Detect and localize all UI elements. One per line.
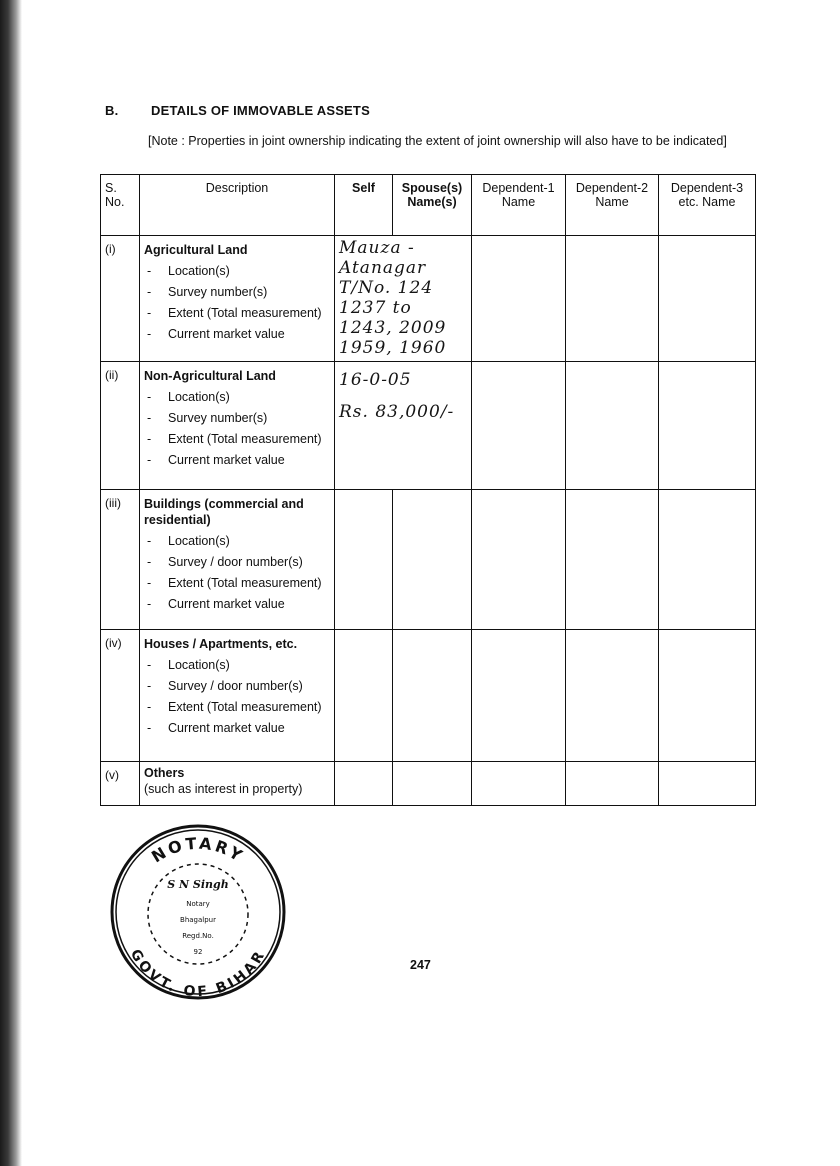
table-row-houses-apartments bbox=[101, 630, 756, 762]
dependent-2-cell bbox=[566, 490, 659, 630]
list-item: - Current market value bbox=[144, 720, 330, 736]
dependent-2-cell bbox=[566, 762, 659, 806]
section-number: B. bbox=[105, 103, 119, 118]
dependent-3-cell bbox=[659, 762, 756, 806]
self-spouse-handwritten-cell bbox=[335, 236, 472, 362]
table-row-buildings bbox=[101, 490, 756, 630]
header-sno: S. No. bbox=[101, 175, 140, 236]
description-cell bbox=[140, 630, 335, 762]
list-item: - Extent (Total measurement) bbox=[144, 431, 330, 447]
handwritten-entry bbox=[339, 370, 454, 422]
handwritten-line: 16-0-05 bbox=[339, 370, 412, 390]
list-item: - Location(s) bbox=[144, 263, 330, 279]
row-title: Others bbox=[144, 766, 185, 780]
ownership-note: [Note : Properties in joint ownership indicating the extent of joint ownership will also have to be indicated] bbox=[148, 134, 727, 148]
dependent-1-cell bbox=[472, 362, 566, 490]
dependent-1-cell bbox=[472, 490, 566, 630]
self-cell bbox=[335, 490, 393, 630]
list-item: - Current market value bbox=[144, 326, 330, 342]
handwritten-entry bbox=[339, 238, 446, 358]
list-item: - Survey number(s) bbox=[144, 410, 330, 426]
seal-name: S N Singh bbox=[167, 878, 229, 891]
spouse-cell bbox=[393, 490, 472, 630]
row-title: Non-Agricultural Land bbox=[144, 369, 276, 383]
handwritten-line: Atanagar bbox=[339, 258, 427, 278]
row-subtitle: (such as interest in property) bbox=[144, 782, 303, 796]
header-self: Self bbox=[335, 175, 393, 236]
header-dependent-3: Dependent-3 etc. Name bbox=[659, 175, 756, 236]
list-item: - Location(s) bbox=[144, 657, 330, 673]
item-list bbox=[144, 389, 330, 468]
spouse-cell bbox=[393, 762, 472, 806]
notary-seal bbox=[108, 822, 288, 1002]
list-item: - Survey number(s) bbox=[144, 284, 330, 300]
section-title: DETAILS OF IMMOVABLE ASSETS bbox=[151, 103, 370, 118]
list-item: - Extent (Total measurement) bbox=[144, 305, 330, 321]
header-row bbox=[101, 175, 756, 236]
dependent-3-cell bbox=[659, 630, 756, 762]
handwritten-line: T/No. 124 bbox=[339, 278, 434, 298]
header-dependent-1: Dependent-1 Name bbox=[472, 175, 566, 236]
list-item: - Extent (Total measurement) bbox=[144, 699, 330, 715]
row-number: (i) bbox=[101, 236, 140, 362]
scan-shadow-edge bbox=[0, 0, 22, 1166]
spouse-cell bbox=[393, 630, 472, 762]
list-item: - Extent (Total measurement) bbox=[144, 575, 330, 591]
list-item: - Survey / door number(s) bbox=[144, 678, 330, 694]
dependent-1-cell bbox=[472, 630, 566, 762]
seal-top-text: NOTARY bbox=[148, 833, 248, 867]
row-title: Buildings (commercial and residential) bbox=[144, 497, 304, 527]
immovable-assets-table bbox=[100, 174, 756, 806]
description-cell bbox=[140, 362, 335, 490]
item-list bbox=[144, 263, 330, 342]
dependent-1-cell bbox=[472, 236, 566, 362]
handwritten-line: 1237 to bbox=[339, 298, 412, 318]
dependent-2-cell bbox=[566, 630, 659, 762]
dependent-1-cell bbox=[472, 762, 566, 806]
item-list bbox=[144, 533, 330, 612]
handwritten-line: 1959, 1960 bbox=[339, 338, 447, 358]
row-title: Agricultural Land bbox=[144, 243, 248, 257]
row-number: (ii) bbox=[101, 362, 140, 490]
seal-line: Bhagalpur bbox=[180, 916, 216, 924]
row-title: Houses / Apartments, etc. bbox=[144, 637, 298, 651]
self-cell bbox=[335, 762, 393, 806]
list-item: - Current market value bbox=[144, 596, 330, 612]
self-spouse-handwritten-cell bbox=[335, 362, 472, 490]
dependent-2-cell bbox=[566, 236, 659, 362]
header-description: Description bbox=[140, 175, 335, 236]
row-number: (iii) bbox=[101, 490, 140, 630]
list-item: - Location(s) bbox=[144, 389, 330, 405]
seal-line: Notary bbox=[186, 900, 210, 908]
seal-line: 92 bbox=[193, 948, 203, 956]
header-dependent-2: Dependent-2 Name bbox=[566, 175, 659, 236]
page-number: 247 bbox=[410, 958, 431, 972]
list-item: - Survey / door number(s) bbox=[144, 554, 330, 570]
description-cell bbox=[140, 762, 335, 806]
description-cell bbox=[140, 490, 335, 630]
header-spouse: Spouse(s) Name(s) bbox=[393, 175, 472, 236]
self-cell bbox=[335, 630, 393, 762]
section-heading bbox=[105, 103, 370, 118]
seal-bottom-text: GOVT. OF BIHAR bbox=[126, 946, 270, 1001]
handwritten-line: Rs. 83,000/- bbox=[339, 402, 455, 422]
dependent-3-cell bbox=[659, 490, 756, 630]
handwritten-line: 1243, 2009 bbox=[339, 318, 447, 338]
table-row-non-agricultural-land bbox=[101, 362, 756, 490]
dependent-3-cell bbox=[659, 362, 756, 490]
list-item: - Location(s) bbox=[144, 533, 330, 549]
dependent-3-cell bbox=[659, 236, 756, 362]
item-list bbox=[144, 657, 330, 736]
row-number: (v) bbox=[101, 762, 140, 806]
handwritten-line: Mauza - bbox=[339, 238, 415, 258]
dependent-2-cell bbox=[566, 362, 659, 490]
table-row-agricultural-land bbox=[101, 236, 756, 362]
description-cell bbox=[140, 236, 335, 362]
list-item: - Current market value bbox=[144, 452, 330, 468]
table-row-others bbox=[101, 762, 756, 806]
row-number: (iv) bbox=[101, 630, 140, 762]
seal-line: Regd.No. bbox=[182, 932, 214, 940]
